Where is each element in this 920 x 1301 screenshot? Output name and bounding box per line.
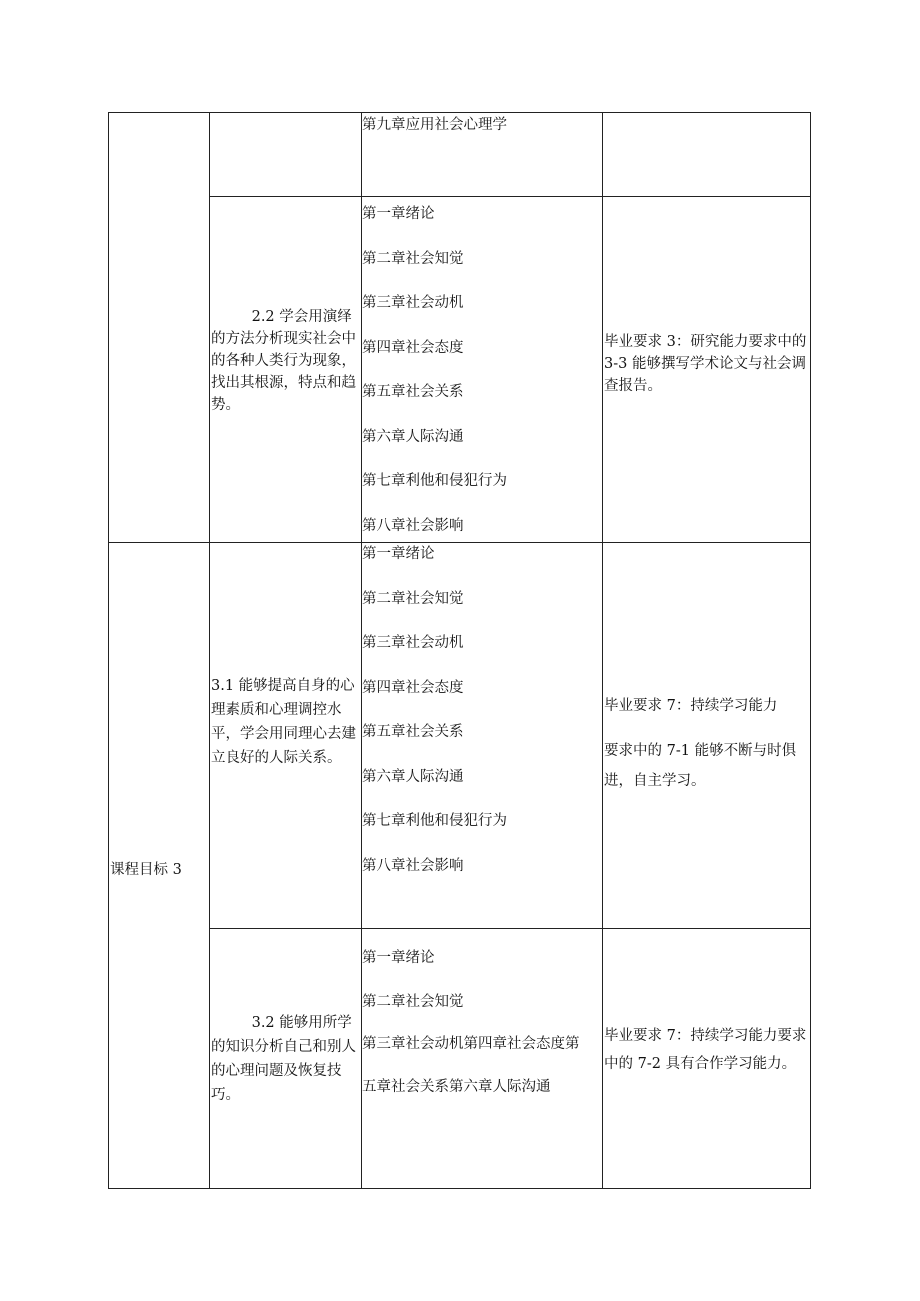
table-border-bottom (108, 1188, 811, 1189)
table-border-right (810, 112, 811, 1189)
row-c-chapter: 第七章利他和侵犯行为 (362, 813, 507, 829)
course-objective-3-label: 课程目标 3 (110, 862, 182, 878)
row-d-requirement: 毕业要求 7：持续学习能力要求中的 7-2 具有合作学习能力。 (604, 1028, 807, 1072)
row-c-objective: 3.1 能够提高自身的心理素质和心理调控水平，学会用同理心去建立良好的人际关系。 (211, 678, 356, 766)
table-row-divider-1 (209, 196, 811, 197)
row-d-objective: 3.2 能够用所学的知识分析自己和别人的心理问题及恢复技巧。 (211, 1015, 356, 1103)
row-c-chapter: 第六章人际沟通 (362, 769, 464, 785)
row-d-chapter: 第三章社会动机第四章社会态度第 (362, 1036, 580, 1052)
table-col-divider-1 (209, 112, 210, 1189)
row-b-chapter: 第二章社会知觉 (362, 251, 464, 267)
row-b-chapter: 第三章社会动机 (362, 295, 464, 311)
row-c-chapter: 第一章绪论 (362, 546, 435, 562)
row-a-chapter-1: 第九章应用社会心理学 (362, 117, 507, 133)
row-b-chapter: 第八章社会影响 (362, 518, 464, 534)
row-b-chapter: 第一章绪论 (362, 206, 435, 222)
row-d-chapter: 第二章社会知觉 (362, 994, 464, 1010)
row-b-objective: 2.2 学会用演绎的方法分析现实社会中的各种人类行为现象，找出其根源，特点和趋势。 (211, 309, 356, 413)
row-d-chapter: 五章社会关系第六章人际沟通 (362, 1079, 551, 1095)
table-col-divider-3 (602, 112, 603, 1189)
row-c-chapter: 第四章社会态度 (362, 680, 464, 696)
row-c-chapter: 第五章社会关系 (362, 724, 464, 740)
row-c-chapter: 第八章社会影响 (362, 858, 464, 874)
table-border-top (108, 112, 811, 113)
row-d-chapter: 第一章绪论 (362, 950, 435, 966)
row-c-chapter: 第二章社会知觉 (362, 591, 464, 607)
row-c-requirement-rest: 要求中的 7-1 能够不断与时俱进，自主学习。 (604, 743, 797, 789)
row-c-requirement-line1: 毕业要求 7：持续学习能力 (604, 698, 778, 714)
row-c-chapter: 第三章社会动机 (362, 635, 464, 651)
row-b-chapter: 第七章利他和侵犯行为 (362, 473, 507, 489)
table-row-divider-2 (108, 542, 811, 543)
row-b-chapter: 第四章社会态度 (362, 340, 464, 356)
row-b-chapter: 第五章社会关系 (362, 384, 464, 400)
table-border-left (108, 112, 109, 1189)
row-b-chapter: 第六章人际沟通 (362, 429, 464, 445)
row-b-requirement: 毕业要求 3：研究能力要求中的 3-3 能够撰写学术论文与社会调查报告。 (604, 334, 807, 394)
table-row-divider-3 (209, 928, 811, 929)
